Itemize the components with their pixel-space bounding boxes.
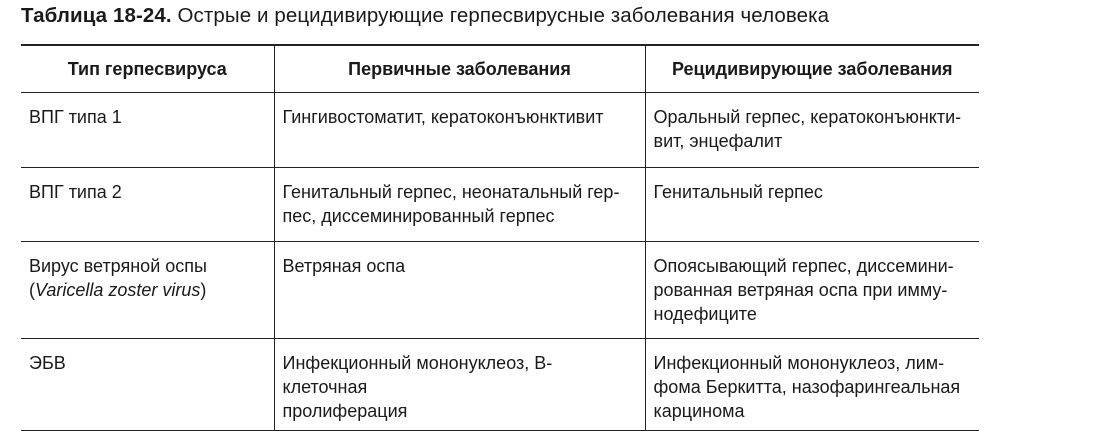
cell-line: вит, энцефалит: [653, 131, 783, 151]
header-virus-type: Тип герпесвируса: [21, 45, 274, 93]
cell-virus-type: [21, 93, 274, 168]
cell-line: Инфекционный мононуклеоз, В-клеточная: [282, 353, 553, 397]
table-row: [21, 339, 979, 431]
cell-primary: [274, 93, 645, 168]
cell-recurrent: [645, 168, 979, 242]
cell-primary: [274, 242, 645, 339]
cell-line: пес, диссеминированный герпес: [282, 206, 555, 226]
cell-recurrent: [645, 242, 979, 339]
latin-name: Varicella zoster virus: [35, 280, 201, 300]
cell-line: Вирус ветряной оспы: [29, 256, 207, 276]
cell-line: Опоясывающий герпес, диссемини-: [653, 256, 954, 276]
table-title: Острые и рецидивирующие герпесвирусные заболевания человека: [177, 4, 830, 27]
table-row: [21, 242, 979, 339]
table-number: Таблица 18-24.: [21, 4, 172, 27]
cell-virus-type: [21, 339, 274, 431]
paren-open: (: [29, 280, 35, 300]
cell-line: карцинома: [653, 401, 745, 421]
cell-virus-type: [21, 242, 274, 339]
cell-line: Генитальный герпес, неонатальный гер-: [282, 182, 620, 202]
cell-recurrent: [645, 93, 979, 168]
cell-line: Оральный герпес, кератоконъюнкти-: [653, 107, 962, 127]
herpesvirus-table: [21, 44, 979, 431]
cell-line: Ветряная оспа: [282, 256, 406, 276]
paren-close: ): [200, 280, 207, 300]
cell-line: ВПГ типа 2: [29, 182, 122, 202]
cell-line: пролиферация: [282, 401, 408, 421]
cell-line: рованная ветряная оспа при имму-: [653, 280, 948, 300]
table-header-row: [21, 45, 979, 93]
cell-line: Генитальный герпес: [653, 182, 823, 202]
table-row: [21, 93, 979, 168]
cell-primary: [274, 339, 645, 431]
cell-line: ЭБВ: [29, 353, 66, 373]
cell-line: нодефиците: [653, 304, 757, 324]
table-row: [21, 168, 979, 242]
header-recurrent: Рецидивирующие заболевания: [645, 45, 979, 93]
cell-virus-type: [21, 168, 274, 242]
cell-line: Инфекционный мононуклеоз, лим-: [653, 353, 945, 373]
table-caption: [21, 4, 829, 28]
cell-line: ВПГ типа 1: [29, 107, 122, 127]
cell-line: Гингивостоматит, кератоконъюнктивит: [282, 107, 604, 127]
cell-recurrent: [645, 339, 979, 431]
cell-line: фома Беркитта, назофарингеальная: [653, 377, 961, 397]
cell-primary: [274, 168, 645, 242]
header-primary: Первичные заболевания: [274, 45, 645, 93]
